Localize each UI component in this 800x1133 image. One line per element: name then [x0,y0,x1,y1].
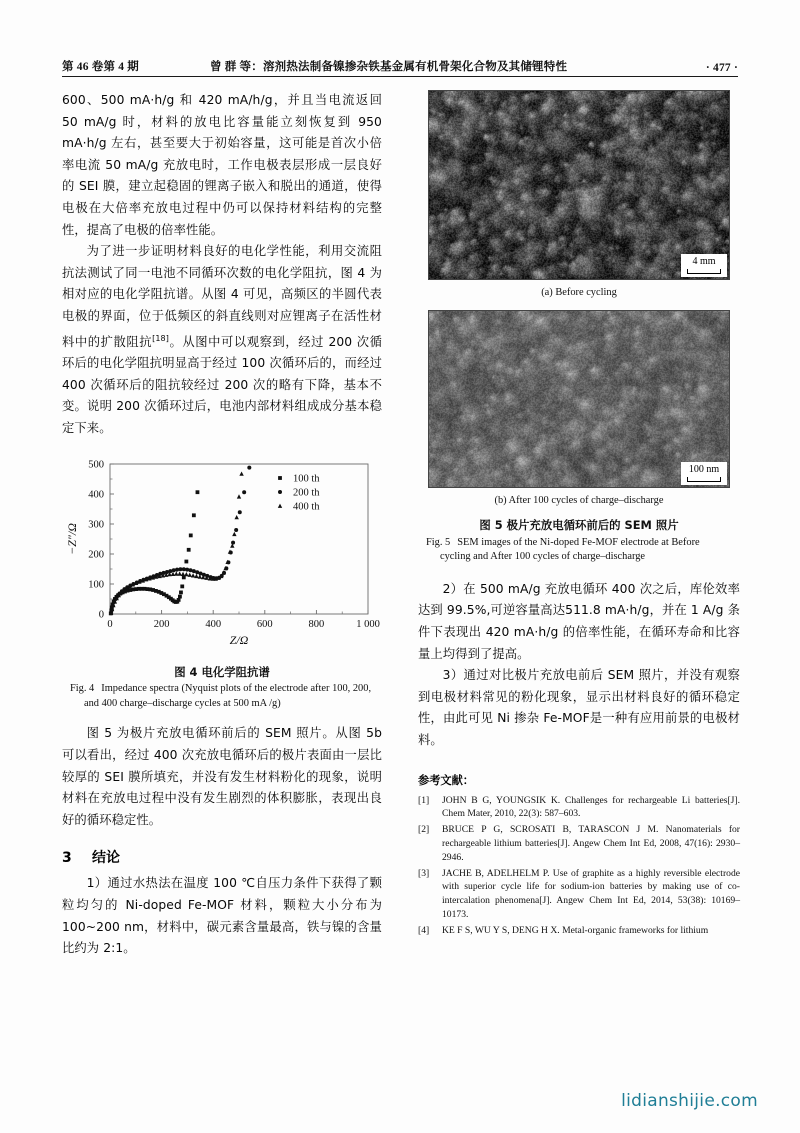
data-point [231,540,235,544]
legend-label: 100 th [293,473,320,485]
y-tick-label: 200 [88,549,104,561]
figure-5-label: Fig. 5 [426,536,451,548]
data-point [177,571,181,575]
sem-image-after-cycling [428,310,730,488]
x-tick-label: 1 000 [356,618,380,630]
volume-issue: 第 46 卷第 4 期 [62,61,139,73]
sem-image-before-cycling [428,90,730,280]
data-point [178,594,182,598]
sem-b-canvas [429,311,729,487]
legend-label: 400 th [293,501,320,513]
page-number: · 477 · [705,62,738,74]
data-point [172,568,176,572]
data-point [237,494,241,498]
figure-4-caption [62,665,382,712]
figure-5-caption [418,518,740,565]
data-point [239,471,243,475]
reference-number: [2] [418,824,430,836]
reference-item [418,794,740,822]
data-point [238,510,242,514]
data-point [194,573,198,577]
reference-text: BRUCE P G, SCROSATI B, TARASCON J M. Nanomaterials for rechargeable lithium batteries[J]. Angew Chem Int Ed, 2008, 47(16): 2930–2946. [442,824,740,863]
plot-frame [110,464,368,614]
data-point [187,547,191,551]
data-point [181,571,185,575]
x-tick-label: 0 [107,618,113,630]
data-point [234,528,238,532]
sem-a-canvas [429,91,729,279]
y-tick-label: 500 [88,459,104,471]
legend-entry [278,501,320,512]
header-article-title: 曾 群 等：溶剂热法制备镍掺杂铁基金属有机骨架化合物及其储锂特性 [210,61,568,73]
data-point [192,513,196,517]
figure-5-caption-en [426,536,732,565]
left-column [62,90,382,960]
header-rule [62,76,738,77]
x-tick-label: 400 [205,618,222,630]
x-tick-label: 600 [256,618,273,630]
data-point [278,476,282,480]
section-number: 3 [62,850,72,867]
figure-4-caption-en-text: Impedance spectra (Nyquist plots of the electrode after 100, 200, and 400 charge–discharge cycles at 500 mA /g) [84,683,372,709]
data-point [188,568,192,572]
data-point [177,598,181,602]
x-axis-label: Z/Ω [229,632,249,647]
x-tick-label: 800 [308,618,325,630]
scale-bar-b [681,462,727,485]
paragraph-eis-analysis [62,241,382,439]
running-head [62,52,738,74]
data-point [278,490,282,494]
y-axis-label: −Z″/Ω [65,522,79,555]
data-point [247,465,251,469]
data-point [242,490,246,494]
figure-5-caption-en-text: SEM images of the Ni-doped Fe-MOF electrode at Before cycling and After 100 cycles of charge–discharge [440,536,700,563]
data-point [165,570,169,574]
right-column [418,90,740,940]
scale-bar-a-line [687,269,721,274]
data-point [232,531,236,535]
series-3 [109,471,244,615]
y-tick-label: 100 [88,579,104,591]
scale-bar-a [681,254,727,277]
paragraph-sem-discussion: 图 5 为极片充放电循环前后的 SEM 照片。从图 5b 可以看出，经过 400 次充放电循环后的极片表面由一层比较厚的 SEI 膜所填充，并没有发生材料粉化的现象，说明材料在充放电过程中没有发生剧烈的体积膨胀，表现出良好的循环稳定性。 [62,726,382,827]
data-point [185,567,189,571]
data-point [184,559,188,563]
reference-item [418,867,740,922]
data-point [179,590,183,594]
figure-4-caption-en [70,682,374,711]
reference-item [418,924,740,938]
eis-text-part1: 为了进一步证明材料良好的电化学性能，利用交流阻抗法测试了同一电池不同循环次数的电化学阻抗，图 4 为相对应的电化学阻抗谱。从图 4 可见，高频区的半圆代表电极的界面，位于低频区的斜直线则对应锂离子在活性材料中的扩散阻抗 [62,244,382,349]
reference-number: [3] [418,867,430,879]
legend-label: 200 th [293,487,320,499]
reference-text: JACHE B, ADELHELM P. Use of graphite as a highly reversible electrode with superior cycle life for sodium-ion batteries by making use of co-intercalation phenomena[J]. Angew Chem Int Ed, 2014, 53(38): 10169–10173. [442,867,740,920]
y-tick-label: 0 [98,609,104,621]
nyquist-plot-svg [62,454,382,659]
figure-5-caption-cn: 图 5 极片充放电循环前后的 SEM 照片 [479,518,679,532]
sem-b-subcaption: (b) After 100 cycles of charge–discharge [494,495,664,506]
references-list [418,794,740,938]
figure-4 [62,454,382,712]
data-point [189,533,193,537]
eis-text-part2: 。从图中可以观察到，经过 200 次循环后的电化学阻抗明显高于经过 100 次循环后的，而经过 400 次循环后的阻抗较经过 200 次的略有下降，基本不变。说明 200 次循环过后，电池内部材料组成成分基本稳定下来。 [62,334,382,435]
references-heading: 参考文献： [418,773,474,787]
data-point [184,572,188,576]
data-point [196,490,200,494]
scale-bar-a-label: 4 mm [692,256,716,267]
sem-a-subcaption: (a) Before cycling [541,287,617,298]
data-point [278,503,282,507]
reference-item [418,823,740,864]
series-1 [109,490,199,615]
conclusion-item-3: 3）通过对比极片充放电前后 SEM 照片，并没有观察到电极材料常见的粉化现象，显示出材料良好的循环稳定性，由此可见 Ni 掺杂 Fe-MOF是一种有应用前景的电极材料。 [418,668,740,747]
conclusion-item-1: 1）通过水热法在温度 100 ℃自压力条件下获得了颗粒均匀的 Ni-doped Fe-MOF 材料，颗粒大小分布为 100~200 nm，材料中，碳元素含量最高，铁与镍的含量比约为 2:1。 [62,876,382,956]
figure-4-caption-cn: 图 4 电化学阻抗谱 [174,664,270,679]
paragraph-rate-performance: 600、500 mA·h/g 和 420 mA/h/g，并且当电流返回 50 mA/g 时，材料的放电比容量能立刻恢复到 950 mA·h/g 左右，甚至要大于初始容量，这可能是首次小倍率电流 50 mA/g 充放电时，工作电极表层形成一层良好的 SEI 膜，建立起稳固的锂离子嵌入和脱出的通道，使得电极在大倍率充放电过程中仍可以保持材料结构的完整性，提高了电极的倍率性能。 [62,93,382,237]
section-heading-conclusion [62,847,382,867]
reference-number: [1] [418,794,430,806]
legend-entry [278,473,320,484]
data-point [234,515,238,519]
scale-bar-b-label: 100 nm [688,464,720,475]
y-tick-label: 400 [88,489,104,501]
reference-text: KE F S, WU Y S, DENG H X. Metal-organic frameworks for lithium [442,924,709,936]
reference-text: JOHN B G, YOUNGSIK K. Challenges for rechargeable Li batteries[J]. Chem Mater, 2010, 22(3): 587–603. [442,794,740,820]
x-tick-label: 200 [153,618,170,630]
data-point [168,569,172,573]
citation-18: [18] [152,333,169,343]
data-point [180,584,184,588]
nyquist-chart [62,454,382,659]
legend-entry [278,487,320,498]
site-watermark: lidianshijie.com [621,1091,758,1111]
section-title: 结论 [92,850,120,867]
data-point [162,570,166,574]
reference-number: [4] [418,924,430,936]
figure-4-label: Fig. 4 [70,683,95,695]
conclusion-item-2: 2）在 500 mA/g 充放电循环 400 次之后，库伦效率达到 99.5%,可逆容量高达511.8 mA·h/g，并在 1 A/g 条件下表现出 420 mA·h/g 的倍率性能，在循环寿命和比容量上均得到了提高。 [418,581,740,661]
y-tick-label: 300 [88,519,104,531]
data-point [191,573,195,577]
data-point [188,572,192,576]
scale-bar-b-line [687,477,721,482]
